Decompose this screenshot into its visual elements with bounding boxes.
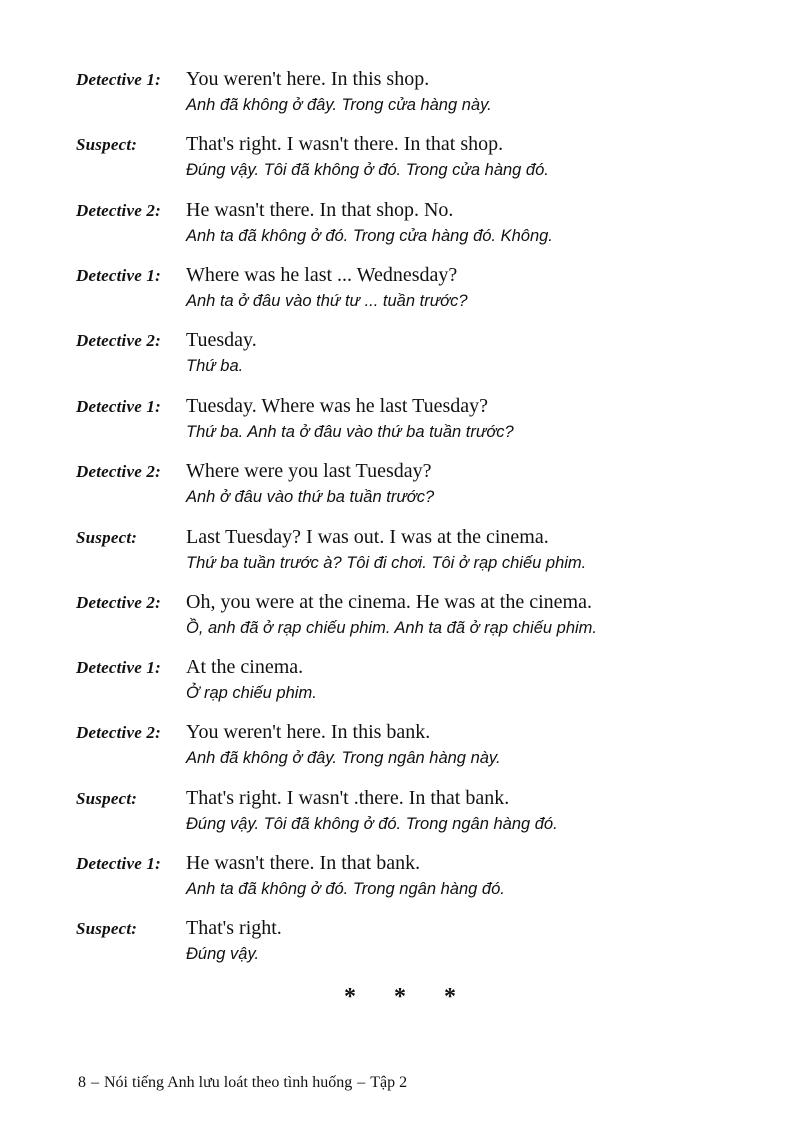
english-line: He wasn't there. In that bank. xyxy=(186,852,421,874)
speaker-label: Detective 1: xyxy=(76,70,161,89)
speaker-label: Detective 2: xyxy=(76,331,161,350)
footer-dash: – xyxy=(91,1074,99,1091)
english-line: You weren't here. In this shop. xyxy=(186,68,430,90)
speaker-label: Suspect: xyxy=(76,135,138,154)
vietnamese-translation: Thứ ba tuần trước à? Tôi đi chơi. Tôi ở rạp chiếu phim. xyxy=(186,554,587,572)
dialogue-entry xyxy=(76,917,776,973)
dialogue-entry xyxy=(76,68,776,124)
speaker-label: Suspect: xyxy=(76,919,138,938)
english-line: That's right. I wasn't there. In that shop. xyxy=(186,133,504,155)
speaker-label: Detective 1: xyxy=(76,658,161,677)
book-title: Nói tiếng Anh lưu loát theo tình huống xyxy=(104,1074,353,1091)
english-line: That's right. I wasn't .there. In that bank. xyxy=(186,787,510,809)
vietnamese-translation: Anh đã không ở đây. Trong cửa hàng này. xyxy=(186,96,492,114)
vietnamese-translation: Ồ, anh đã ở rạp chiếu phim. Anh ta đã ở rạp chiếu phim. xyxy=(186,619,597,637)
speaker-label: Detective 1: xyxy=(76,854,161,873)
dialogue-entry xyxy=(76,395,776,451)
vietnamese-translation: Anh đã không ở đây. Trong ngân hàng này. xyxy=(186,749,501,767)
speaker-label: Detective 2: xyxy=(76,593,161,612)
speaker-label: Suspect: xyxy=(76,528,138,547)
speaker-label: Detective 2: xyxy=(76,201,161,220)
vietnamese-translation: Anh ở đâu vào thứ ba tuần trước? xyxy=(186,488,435,506)
dialogue-entry xyxy=(76,264,776,320)
vietnamese-translation: Anh ta đã không ở đó. Trong ngân hàng đó. xyxy=(186,880,505,898)
speaker-label: Suspect: xyxy=(76,789,138,808)
speaker-label: Detective 1: xyxy=(76,266,161,285)
dialogue-entry xyxy=(76,199,776,255)
page-footer xyxy=(78,1074,407,1092)
speaker-label: Detective 2: xyxy=(76,723,161,742)
english-line: Tuesday. Where was he last Tuesday? xyxy=(186,395,489,417)
dialogue-entry xyxy=(76,852,776,908)
dialogue-entry xyxy=(76,656,776,712)
section-divider: * * * xyxy=(344,984,472,1010)
vietnamese-translation: Thứ ba. Anh ta ở đâu vào thứ ba tuần trước? xyxy=(186,423,514,441)
footer-dash: – xyxy=(357,1074,366,1091)
vietnamese-translation: Anh ta ở đâu vào thứ tư ... tuần trước? xyxy=(186,292,468,310)
dialogue-entry xyxy=(76,460,776,516)
english-line: Last Tuesday? I was out. I was at the cinema. xyxy=(186,526,549,548)
dialogue-entry xyxy=(76,721,776,777)
english-line: He wasn't there. In that shop. No. xyxy=(186,199,454,221)
dialogue-entry xyxy=(76,787,776,843)
english-line: Tuesday. xyxy=(186,329,257,351)
english-line: Where was he last ... Wednesday? xyxy=(186,264,458,286)
dialogue-entry xyxy=(76,329,776,385)
vietnamese-translation: Anh ta đã không ở đó. Trong cửa hàng đó. Không. xyxy=(186,227,553,245)
volume-label: Tập 2 xyxy=(370,1074,408,1091)
vietnamese-translation: Ở rạp chiếu phim. xyxy=(186,684,317,702)
dialogue-entry xyxy=(76,591,776,647)
english-line: At the cinema. xyxy=(186,656,304,678)
english-line: That's right. xyxy=(186,917,282,939)
vietnamese-translation: Đúng vậy. xyxy=(186,945,260,963)
vietnamese-translation: Đúng vậy. Tôi đã không ở đó. Trong cửa hàng đó. xyxy=(186,161,549,179)
english-line: Oh, you were at the cinema. He was at the cinema. xyxy=(186,591,592,613)
vietnamese-translation: Thứ ba. xyxy=(186,357,244,375)
english-line: You weren't here. In this bank. xyxy=(186,721,431,743)
vietnamese-translation: Đúng vậy. Tôi đã không ở đó. Trong ngân hàng đó. xyxy=(186,815,558,833)
speaker-label: Detective 1: xyxy=(76,397,161,416)
speaker-label: Detective 2: xyxy=(76,462,161,481)
dialogue-entry xyxy=(76,526,776,582)
page-number: 8 xyxy=(78,1074,86,1091)
english-line: Where were you last Tuesday? xyxy=(186,460,432,482)
dialogue-entry xyxy=(76,133,776,189)
